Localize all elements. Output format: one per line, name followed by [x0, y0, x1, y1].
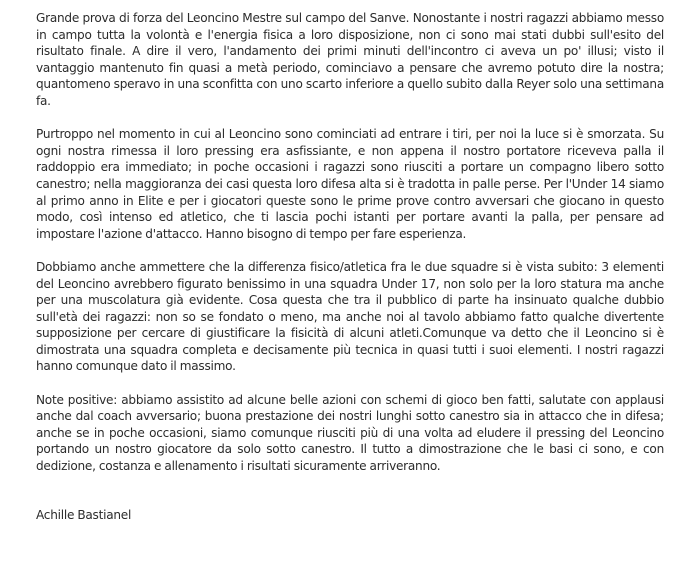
author-signature: Achille Bastianel: [36, 507, 132, 522]
article-paragraph-2: Purtroppo nel momento in cui al Leoncino sono cominciati ad entrare i tiri, per noi la luce si è smorzata. Su ogni nostra rimessa il loro pressing era asfissiante, e non appena il nostro portatore riceveva palla il raddoppio era immediato; in poche occasioni i ragazzi sono riusciti a portare un compagno libero sotto canestro; nella maggioranza dei casi questa loro difesa alta si è tradotta in palle perse. Per l'Under 14 siamo al primo anno in Elite e per i giocatori queste sono le prime prove contro avversari che giocano in questo modo, così intenso ed atletico, che ti lascia pochi istanti per portare avanti la palla, per pensare ad impostare l'azione d'attacco. Hanno bisogno di tempo per fare esperienza.: [36, 127, 664, 241]
article-paragraph-3: Dobbiamo anche ammettere che la differenza fisico/atletica fra le due squadre si è vista subito: 3 elementi del Leoncino avrebbero figurato benissimo in una squadra Under 17, non solo per la loro statura ma anche per una muscolatura già evidente. Cosa questa che tra il pubblico di parte ha insinuato qualche dubbio sull'età dei ragazzi: non so se fondato o meno, ma anche noi al tavolo abbiamo fatto qualche divertente supposizione per cercare di giustificare la fisicità di alcuni atleti.Comunque va detto che il Leoncino si è dimostrata una squadra completa e decisamente più tecnica in quasi tutti i suoi elementi. I nostri ragazzi hanno comunque dato il massimo.: [36, 259, 664, 374]
article-paragraph-1: Grande prova di forza del Leoncino Mestre sul campo del Sanve. Nonostante i nostri ragazzi abbiamo messo in campo tutta la volontà e l'energia fisica a loro disposizione, non ci sono mai stati dubbi sull'esito del risultato finale. A dire il vero, l'andamento dei primi minuti dell'incontro ci aveva un po' illusi; visto il vantaggio mantenuto fin quasi a metà periodo, cominciavo a pensare che avremo potuto dire la nostra; quantomeno speravo in una sconfitta con uno scarto inferiore a quello subito dalla Reyer solo una settimana fa.: [36, 11, 664, 108]
article-body: [36, 10, 664, 540]
article-paragraph-4: Note positive: abbiamo assistito ad alcune belle azioni con schemi di gioco ben fatti, salutate con applausi anche dal coach avversario; buona prestazione dei nostri lunghi sotto canestro sia in attacco che in difesa; anche se in poche occasioni, siamo comunque riusciti più di una volta ad eludere il pressing del Leoncino portando un nostro giocatore da solo sotto canestro. Il tutto a dimostrazione che le basi ci sono, e con dedizione, costanza e allenamento i risultati sicuramente arriveranno.: [36, 392, 664, 474]
